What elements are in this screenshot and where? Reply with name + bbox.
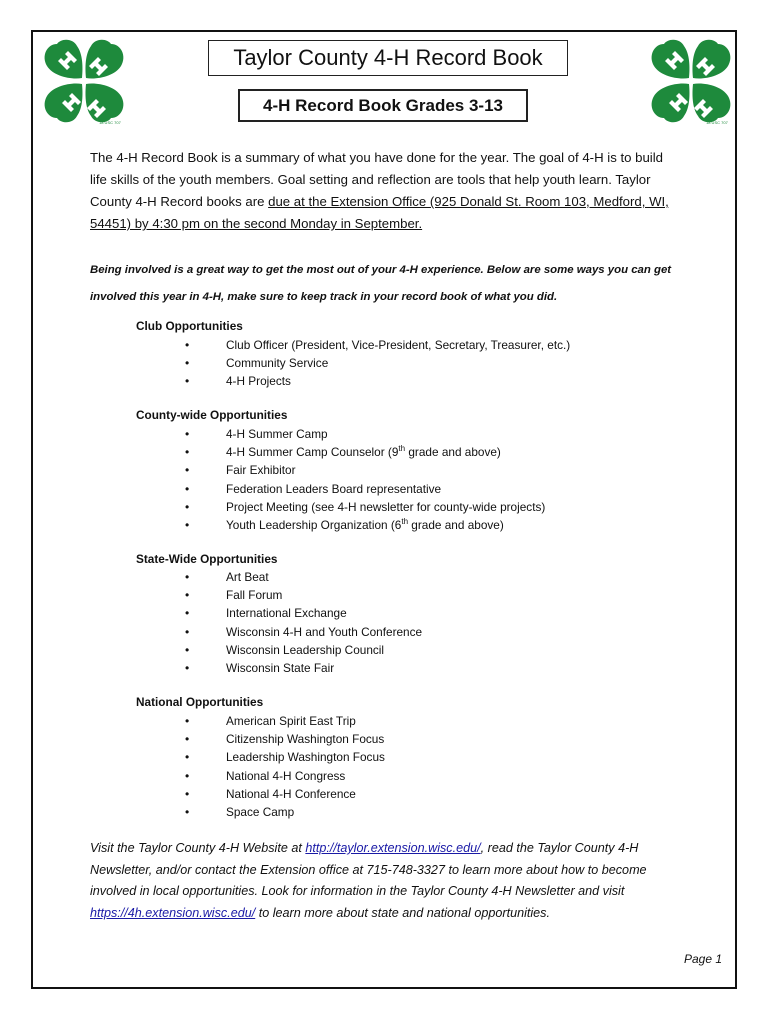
bullet-icon: • [185, 804, 190, 819]
bullet-icon: • [185, 606, 190, 621]
list-item: • Art Beat [0, 568, 422, 586]
page-title: Taylor County 4-H Record Book [208, 40, 568, 76]
list-item: • Wisconsin Leadership Council [0, 641, 422, 659]
bullet-icon: • [185, 463, 190, 478]
svg-text:18 USC 707: 18 USC 707 [99, 120, 121, 125]
list-item: • 4-H Summer Camp [0, 425, 545, 443]
bullet-icon: • [185, 570, 190, 584]
club-opportunities-heading: Club Opportunities [136, 319, 243, 333]
list-item: • Citizenship Washington Focus [0, 730, 385, 748]
list-item: • American Spirit East Trip [0, 712, 385, 730]
county-opportunities-list [0, 425, 545, 534]
bullet-icon: • [185, 642, 190, 657]
closing-paragraph: Visit the Taylor County 4-H Website at http://taylor.extension.wisc.edu/, read the Taylor County 4-H Newsletter, and/or contact the Extension office at 715-748-3327 to learn more about how to become involved in local opportunities. Look for information in the Taylor County 4-H Newsletter and visit https://4h.extension.wisc.edu/ to learn more about state and national opportunities. [90, 841, 647, 920]
bullet-icon: • [185, 714, 190, 728]
state-opportunities-heading: State-Wide Opportunities [136, 552, 278, 566]
list-item: • Club Officer (President, Vice-President, Secretary, Treasurer, etc.) [0, 336, 570, 354]
list-item: • Fair Exhibitor [0, 461, 545, 479]
national-opportunities-heading: National Opportunities [136, 695, 264, 709]
wisconsin-4h-link[interactable]: https://4h.extension.wisc.edu/ [90, 905, 256, 920]
bullet-icon: • [185, 445, 190, 460]
intro-paragraph [90, 147, 680, 235]
list-item: • Project Meeting (see 4-H newsletter for county-wide projects) [0, 498, 545, 516]
bullet-icon: • [185, 481, 190, 496]
bullet-icon: • [185, 768, 190, 783]
list-item: • Space Camp [0, 803, 385, 821]
svg-text:18 USC 707: 18 USC 707 [706, 120, 728, 125]
intro-text: The 4-H Record Book is a summary of what you have done for the year. The goal of 4-H is to build life skills of the youth members. Goal setting and reflection are tools that help youth learn. Taylor County 4-H Record books are [90, 150, 663, 209]
page-subtitle: 4-H Record Book Grades 3-13 [238, 89, 528, 122]
list-item: • 4-H Projects [0, 372, 570, 390]
bullet-icon: • [185, 786, 190, 801]
bullet-icon: • [185, 499, 190, 514]
list-item: • National 4-H Conference [0, 785, 385, 803]
list-item: • Youth Leadership Organization (6th grade and above) [0, 516, 545, 534]
due-date-text: due at the Extension Office (925 Donald St. Room 103, Medford, WI, 54451) by 4:30 pm on the second Monday in September. [90, 194, 669, 231]
involvement-paragraph: Being involved is a great way to get the most out of your 4-H experience. Below are some ways you can get involved this year in 4-H, make sure to keep track in your record book of what you did. [90, 264, 672, 303]
list-item: • Wisconsin State Fair [0, 659, 422, 677]
bullet-icon: • [185, 750, 190, 765]
list-item: • National 4-H Congress [0, 767, 385, 785]
bullet-icon: • [185, 660, 190, 675]
clover-logo-left [41, 38, 127, 126]
list-item: • 4-H Summer Camp Counselor (9th grade and above) [0, 443, 545, 461]
clover-logo-right [648, 38, 734, 126]
bullet-icon: • [185, 374, 190, 389]
list-item: • Fall Forum [0, 586, 422, 604]
bullet-icon: • [185, 732, 190, 747]
state-opportunities-list [0, 568, 422, 677]
bullet-icon: • [185, 517, 190, 532]
county-opportunities-heading: County-wide Opportunities [136, 408, 288, 422]
list-item: • Federation Leaders Board representative [0, 480, 545, 498]
taylor-extension-link[interactable]: http://taylor.extension.wisc.edu/ [305, 841, 481, 855]
bullet-icon: • [185, 338, 190, 352]
bullet-icon: • [185, 427, 190, 441]
bullet-icon: • [185, 588, 190, 603]
list-item: • Leadership Washington Focus [0, 748, 385, 766]
bullet-icon: • [185, 624, 190, 639]
page-number: Page 1 [684, 952, 723, 966]
bullet-icon: • [185, 356, 190, 371]
list-item: • International Exchange [0, 604, 422, 622]
list-item: • Community Service [0, 354, 570, 372]
list-item: • Wisconsin 4-H and Youth Conference [0, 623, 422, 641]
national-opportunities-list [0, 712, 385, 821]
club-opportunities-list [0, 336, 570, 391]
